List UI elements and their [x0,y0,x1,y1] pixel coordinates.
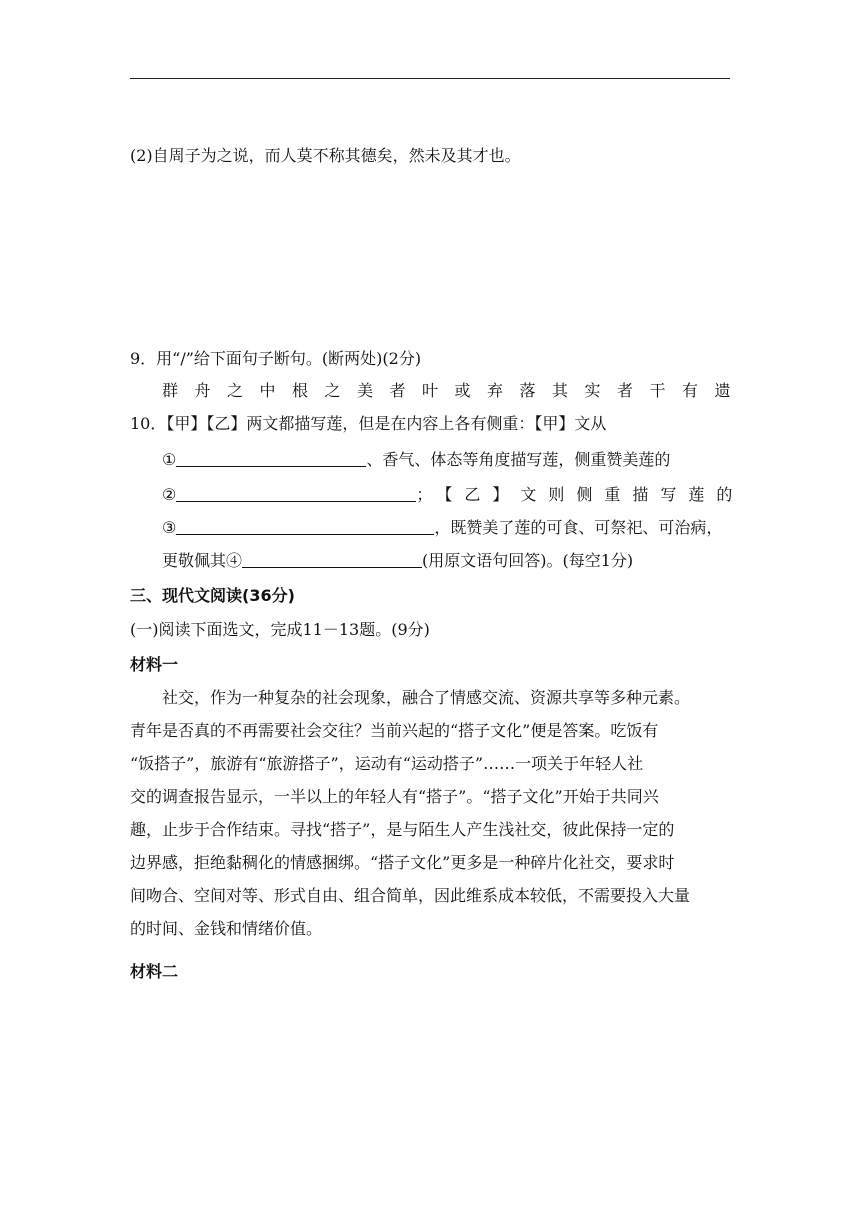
question-10-line-4 [162,517,730,539]
question-10-line-2 [162,449,730,471]
question-10-line-3 [162,484,745,506]
question-8-item-2: (2)自周子为之说，而人莫不称其德矣，然未及其才也。 [130,146,521,165]
material-1-line-5: 趣，止步于合作结束。寻找“搭子”，是与陌生人产生浅社交，彼此保持一定的 [130,820,675,839]
question-10-line-3-text: ；【乙】文则侧重描写莲的 [416,485,745,504]
material-1-line-4: 交的调查报告显示，一半以上的年轻人有“搭子”。“搭子文化”开始于共同兴 [130,787,659,806]
question-9-prompt: 9．用“/”给下面句子断句。(断两处)(2分) [130,349,422,368]
answer-blank-1[interactable] [176,450,366,467]
material-1-line-7: 间吻合、空间对等、形式自由、组合简单，因此维系成本较低，不需要投入大量 [130,886,691,905]
material-1-label: 材料一 [130,655,179,674]
material-1-line-1: 社交，作为一种复杂的社会现象，融合了情感交流、资源共享等多种元素。 [162,688,691,707]
answer-blank-3[interactable] [176,518,434,535]
blank-1-marker: ① [162,450,177,469]
blank-2-marker: ② [162,485,177,504]
material-1-line-8: 的时间、金钱和情绪价值。 [130,919,323,938]
material-1-line-6: 边界感，拒绝黏稠化的情感捆绑。“搭子文化”更多是一种碎片化社交，要求时 [130,853,675,872]
question-10-line-5-suffix: (用原文语句回答)。(每空1分) [422,551,634,570]
question-10-line-5 [162,550,730,572]
question-10-stem: 10．【甲】【乙】两文都描写莲，但是在内容上各有侧重：【甲】文从 [130,414,607,433]
question-9-sentence: 群舟之中根之美者叶或弃落其实者干有遗 [162,381,748,400]
question-10-line-5-prefix: 更敬佩其④ [162,551,243,570]
material-1-line-3: “饭搭子”，旅游有“旅游搭子”，运动有“运动搭子”……一项关于年轻人社 [130,754,644,773]
question-10-line-2-text: 、香气、体态等角度描写莲，侧重赞美莲的 [366,450,671,469]
answer-blank-4[interactable] [242,551,422,568]
material-1-line-2: 青年是否真的不再需要社会交往？当前兴起的“搭子文化”便是答案。吃饭有 [130,721,659,740]
blank-3-marker: ③ [162,518,177,537]
header-rule [130,78,730,79]
section-3-part-1: (一)阅读下面选文，完成11－13题。(9分) [130,620,430,639]
question-10-line-4-text: ，既赞美了莲的可食、可祭祀、可治病， [434,518,723,537]
question-10-line-1 [130,413,730,435]
answer-blank-2[interactable] [176,485,416,502]
section-3-title: 三、现代文阅读(36分) [130,586,295,605]
material-2-label: 材料二 [130,962,179,981]
